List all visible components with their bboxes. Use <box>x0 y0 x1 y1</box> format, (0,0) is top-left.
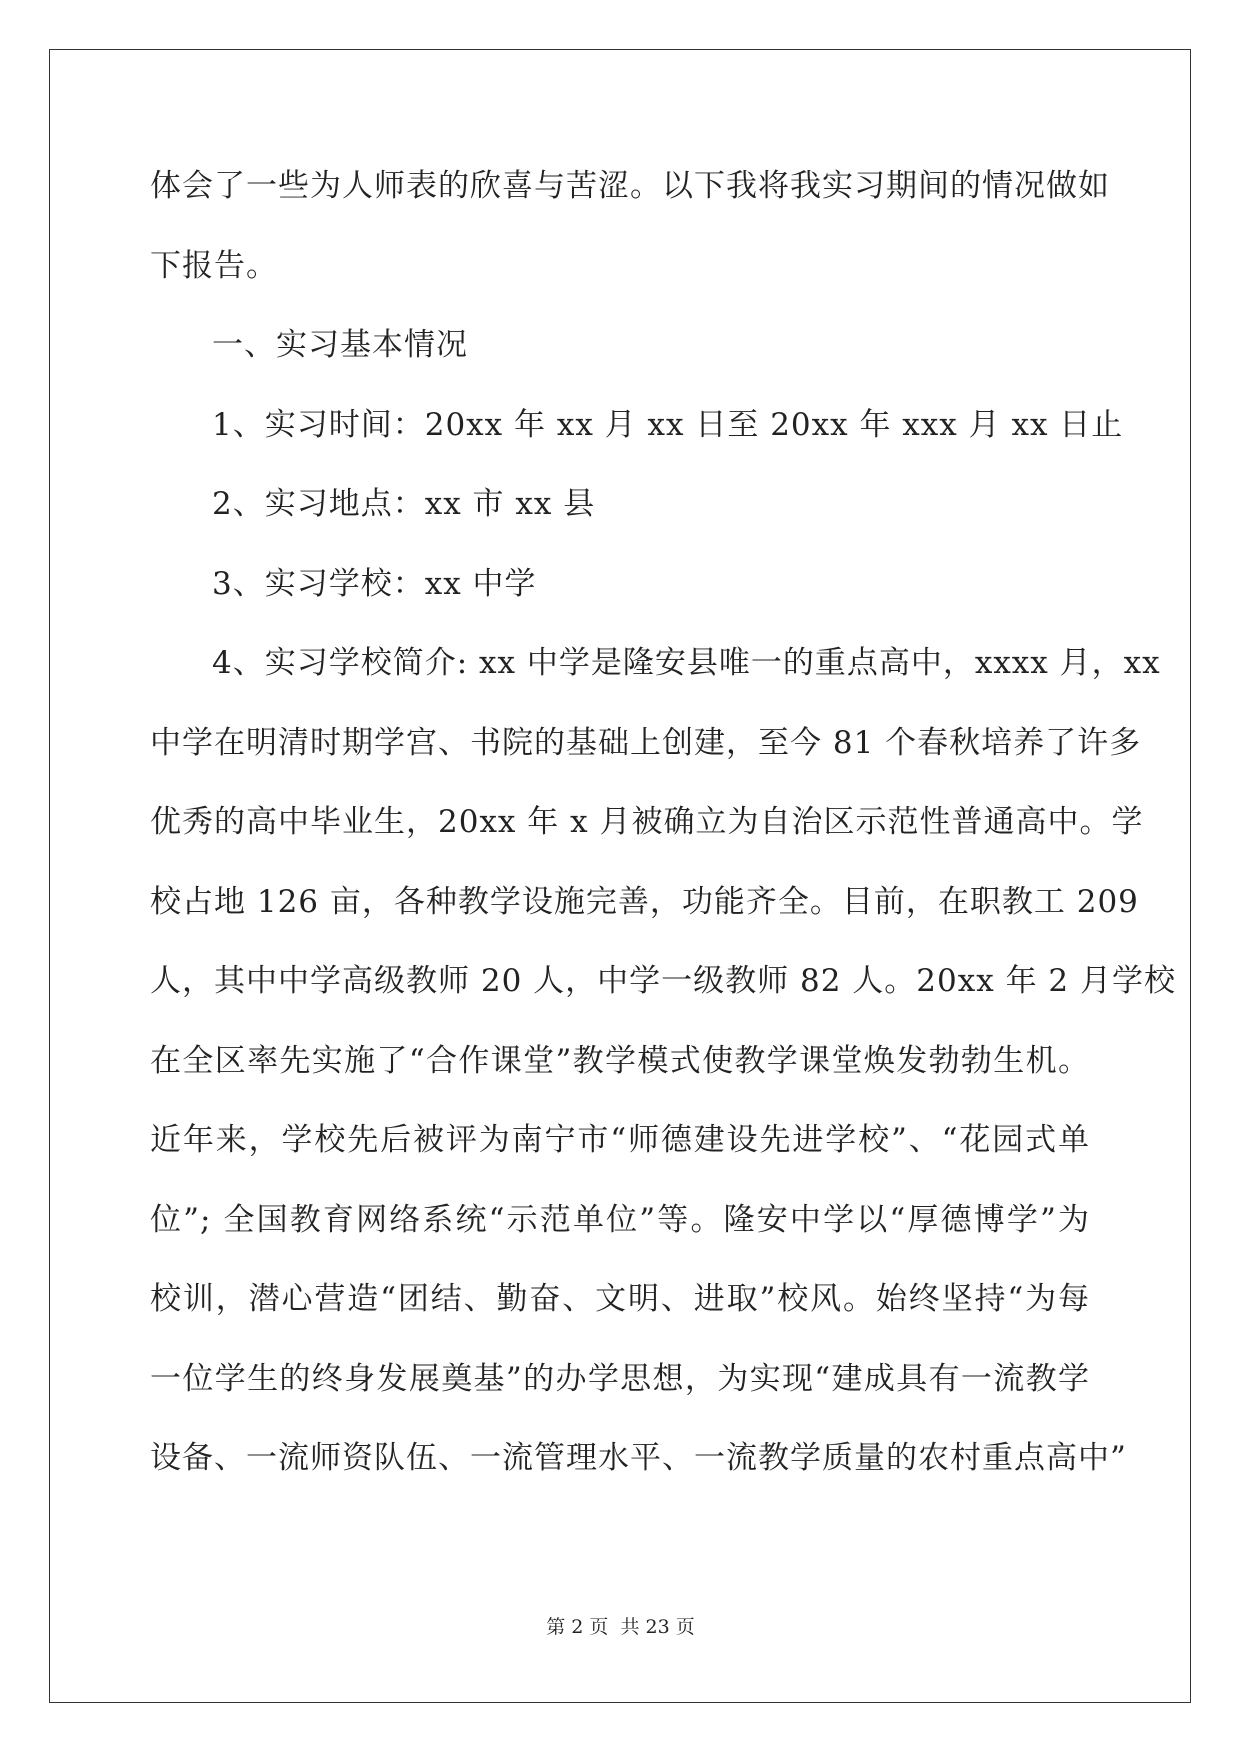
text-line: 体会了一些为人师表的欣喜与苦涩。以下我将我实习期间的情况做如 <box>150 168 1110 204</box>
document-body <box>150 160 1177 1512</box>
text-line: 优秀的高中毕业生，20xx 年 x 月被确立为自治区示范性普通高中。学 <box>150 804 1144 840</box>
text-line: 设备、一流师资队伍、一流管理水平、一流教学质量的农村重点高中” <box>150 1440 1127 1476</box>
text-line: 2、实习地点：xx 市 xx 县 <box>212 486 596 522</box>
section-heading: 一、实习基本情况 <box>212 327 468 363</box>
text-line: 校占地 126 亩，各种教学设施完善，功能齐全。目前，在职教工 209 <box>150 883 1139 920</box>
text-line: 3、实习学校：xx 中学 <box>212 565 537 602</box>
text-line: 人，其中中学高级教师 20 人，中学一级教师 82 人。20xx 年 2 月学校 <box>150 963 1177 999</box>
text-line: 校训，潜心营造“团结、勤奋、文明、进取”校风。始终坚持“为每 <box>150 1281 1090 1317</box>
text-line: 4、实习学校简介: xx 中学是隆安县唯一的重点高中，xxxx 月，xx <box>212 645 1161 681</box>
text-line: 近年来，学校先后被评为南宁市“师德建设先进学校”、“花园式单 <box>150 1122 1090 1158</box>
text-line: 中学在明清时期学宫、书院的基础上创建，至今 81 个春秋培养了许多 <box>150 724 1142 761</box>
text-line: 在全区率先实施了“合作课堂”教学模式使教学课堂焕发勃勃生机。 <box>150 1042 1090 1079</box>
text-line: 位”; 全国教育网络系统“示范单位”等。隆安中学以“厚德博学”为 <box>150 1201 1090 1238</box>
text-line: 一位学生的终身发展奠基”的办学思想，为实现“建成具有一流教学 <box>150 1360 1090 1397</box>
text-line: 1、实习时间：20xx 年 xx 月 xx 日至 20xx 年 xxx 月 xx 日止 <box>212 406 1124 443</box>
text-line: 下报告。 <box>150 247 278 284</box>
page-total: 共 23 页 <box>620 1616 695 1638</box>
page-number: 第 2 页 <box>546 1616 609 1638</box>
page-footer <box>0 1612 1241 1639</box>
